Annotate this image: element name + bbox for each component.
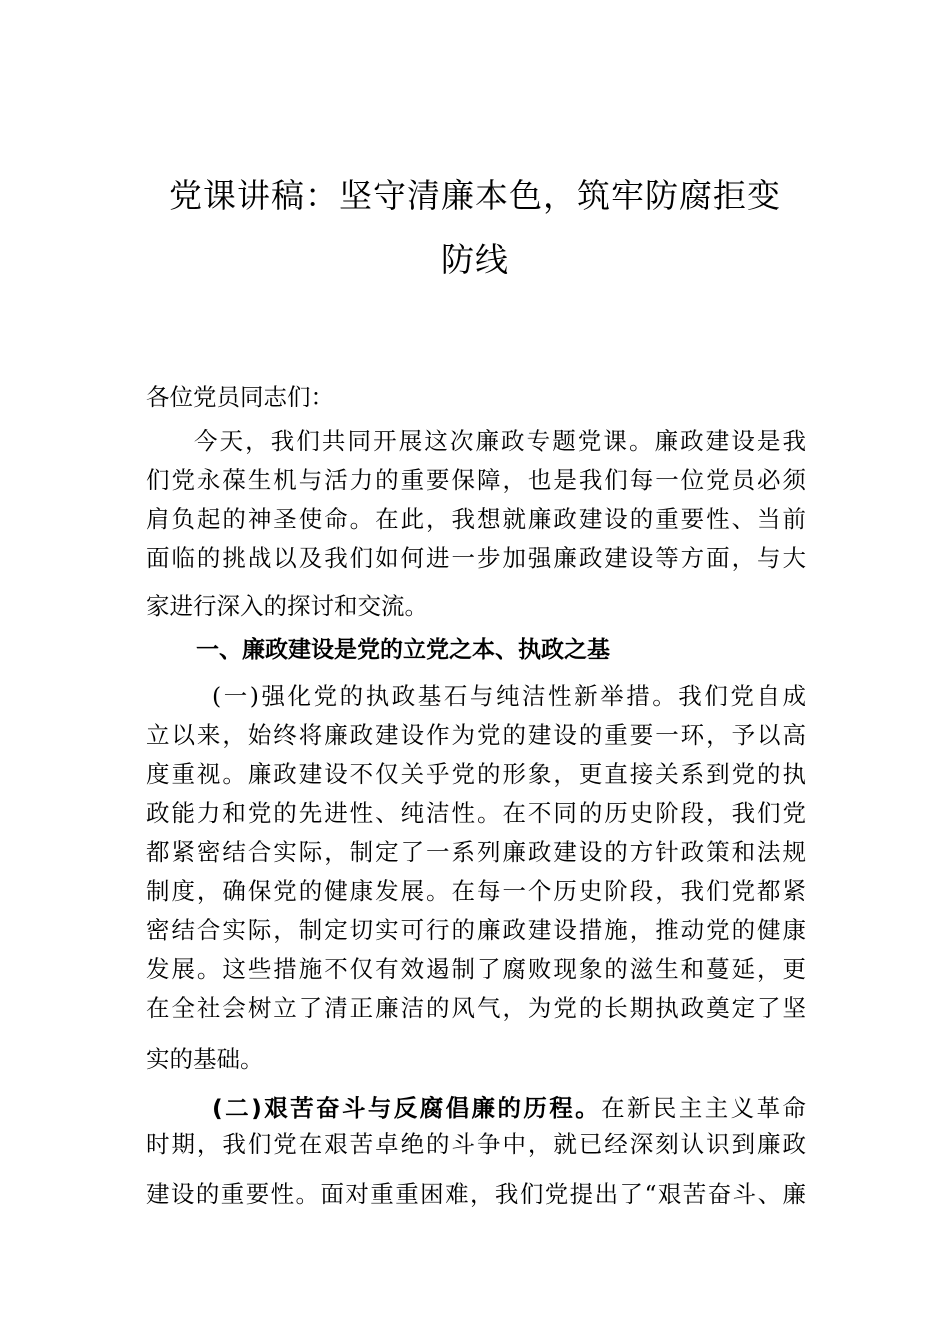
paragraph-line: 政能力和党的先进性、纯洁性。在不同的历史阶段，我们党 [146, 799, 806, 827]
section-heading: 一、廉政建设是党的立党之本、执政之基 [196, 637, 610, 663]
document-title: 党课讲稿：坚守清廉本色，筑牢防腐拒变 [169, 176, 781, 215]
paragraph-line: 时期，我们党在艰苦卓绝的斗争中，就已经深刻认识到廉政 [146, 1130, 806, 1158]
intro-line: 们党永葆生机与活力的重要保障，也是我们每一位党员必须 [146, 466, 806, 494]
paragraph-line: 密结合实际，制定切实可行的廉政建设措施，推动党的健康 [146, 916, 806, 944]
subsection-1-first-line [212, 676, 806, 716]
subsection-1-lead: (一)强化党的执政基石与纯洁性新举措。 [212, 682, 679, 710]
intro-line: 肩负起的神圣使命。在此，我想就廉政建设的重要性、当前 [146, 505, 806, 533]
document-title-continued: 防线 [441, 240, 509, 279]
paragraph-line: 立以来，始终将廉政建设作为党的建设的重要一环，予以高 [146, 721, 806, 749]
intro-line: 今天，我们共同开展这次廉政专题党课。廉政建设是我 [194, 427, 806, 455]
subsection-2-first-line [212, 1088, 806, 1128]
paragraph-line: 发展。这些措施不仅有效遏制了腐败现象的滋生和蔓延，更 [146, 955, 806, 983]
paragraph-text: 在新民主主义革命 [601, 1094, 807, 1122]
paragraph-line: 实的基础。 [146, 1045, 264, 1073]
greeting: 各位党员同志们： [146, 383, 334, 411]
paragraph-text: 我们党自成 [678, 682, 806, 710]
intro-line: 家进行深入的探讨和交流。 [146, 592, 428, 620]
subsection-2-lead: (二)艰苦奋斗与反腐倡廉的历程。 [212, 1094, 602, 1122]
paragraph-line: 在全社会树立了清正廉洁的风气，为党的长期执政奠定了坚 [146, 994, 806, 1022]
paragraph-line: 制度，确保党的健康发展。在每一个历史阶段，我们党都紧 [146, 877, 806, 905]
paragraph-line: 度重视。廉政建设不仅关乎党的形象，更直接关系到党的执 [146, 760, 806, 788]
paragraph-line: 建设的重要性。面对重重困难，我们党提出了“艰苦奋斗、廉 [146, 1180, 806, 1208]
intro-line: 面临的挑战以及我们如何进一步加强廉政建设等方面，与大 [146, 544, 806, 572]
paragraph-line: 都紧密结合实际，制定了一系列廉政建设的方针政策和法规 [146, 838, 806, 866]
